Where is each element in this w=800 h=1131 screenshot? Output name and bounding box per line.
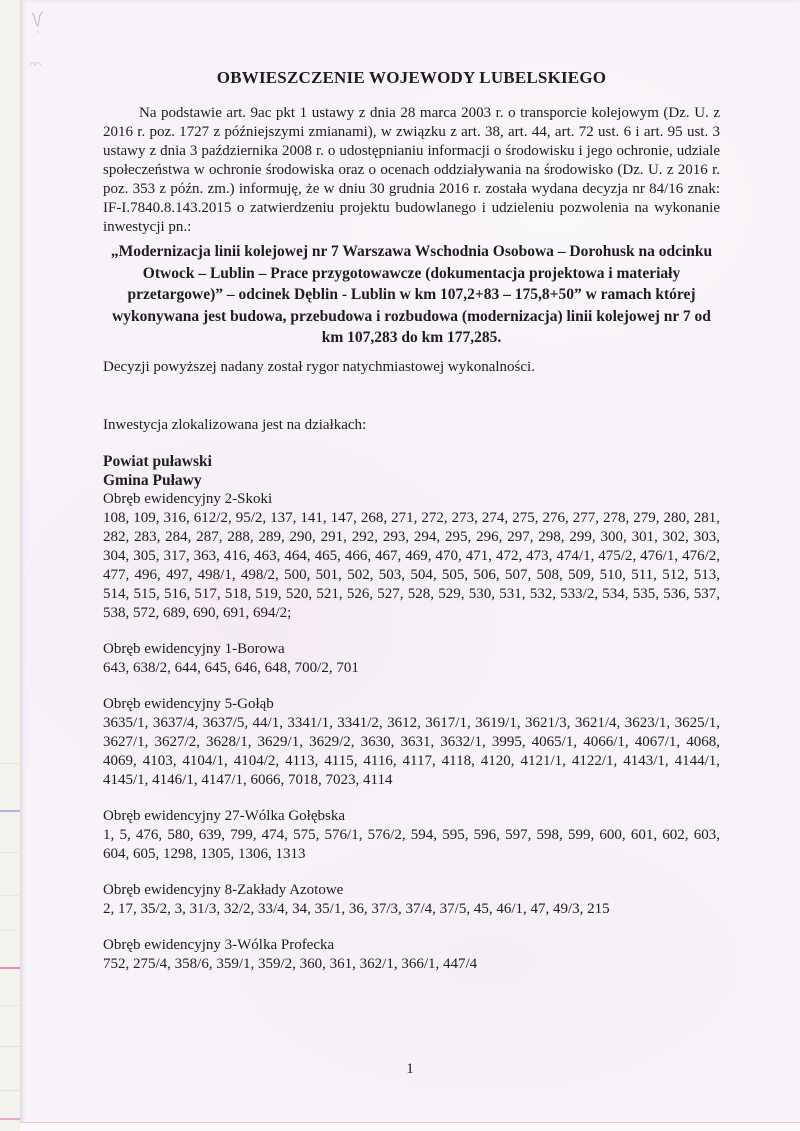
- precinct-section-wolka-golebska: [103, 807, 720, 864]
- legal-basis-paragraph: Na podstawie art. 9ac pkt 1 ustawy z dnia 28 marca 2003 r. o transporcie kolejowym (Dz. U. z 2016 r. poz. 1727 z późniejszymi zmianami), w związku z art. 38, art. 44, art. 72 ust. 6 i art. 95 ust. 3 ustawy z dnia 3 października 2008 r. o udostępnianiu informacji o środowisku i jego ochronie, udziale społeczeństwa w ochronie środowiska oraz o ocenach oddziaływania na środowisko (Dz. U. z 2016 r. poz. 353 z późn. zm.) informuję, że w dniu 30 grudnia 2016 r. została wydana decyzja nr 84/16 znak: IF-I.7840.8.143.2015 o zatwierdzeniu projektu budowlanego i udzieleniu pozwolenia na wykonanie inwestycji pn.:: [103, 105, 720, 235]
- pencil-mark: [28, 10, 50, 40]
- plot-numbers: 643, 638/2, 644, 645, 646, 648, 700/2, 701: [103, 659, 359, 676]
- page-content: [20, 0, 800, 974]
- scan-artifact-line: [0, 930, 20, 931]
- plot-numbers: 1, 5, 476, 580, 639, 799, 474, 575, 576/1, 576/2, 594, 595, 596, 597, 598, 599, 600, 601, 602, 603, 604, 605, 1298, 1305, 1306, 1313: [103, 826, 720, 862]
- precinct-section-wolka-profecka: [103, 936, 720, 974]
- precinct-header: Obręb ewidencyjny 8-Zakłady Azotowe: [103, 881, 344, 898]
- location-intro: Inwestycja zlokalizowana jest na działkach:: [103, 416, 367, 433]
- scan-artifact-line: [0, 895, 20, 896]
- scan-artifact-line: [0, 1046, 20, 1047]
- precinct-section-skoki: [103, 490, 720, 623]
- precinct-header: Obręb ewidencyjny 2-Skoki: [103, 490, 273, 507]
- scan-artifact-line: [0, 852, 20, 853]
- precinct-header: Obręb ewidencyjny 1-Borowa: [103, 640, 285, 657]
- precinct-list: [103, 490, 720, 974]
- precinct-section-zaklady-azotowe: [103, 881, 720, 919]
- scan-artifact-line: [0, 763, 20, 764]
- scan-artifact-line: [0, 1118, 20, 1120]
- enforcement-note: Decyzji powyższej nadany został rygor natychmiastowej wykonalności.: [103, 358, 535, 375]
- precinct-header: Obręb ewidencyjny 3-Wólka Profecka: [103, 936, 335, 953]
- project-title-paragraph: „Modernizacja linii kolejowej nr 7 Warszawa Wschodnia Osobowa – Dorohusk na odcinku Otwock – Lublin – Prace przygotowawcze (dokumentacja projektowa i materiały przetargowe)” – odcinek Dęblin - Lublin w km 107,2+83 – 175,8+50” w ramach której wykonywana jest budowa, przebudowa i rozbudowa (modernizacja) linii kolejowej nr 7 od km 107,283 do km 177,285.: [110, 243, 713, 346]
- municipality-name: Gmina Puławy: [103, 471, 202, 489]
- scan-artifact-line: [0, 967, 22, 969]
- scan-artifact-line: [0, 1005, 20, 1006]
- county-name: Powiat puławski: [103, 452, 212, 470]
- scan-artifact-line: [0, 1090, 20, 1091]
- plot-numbers: 2, 17, 35/2, 3, 31/3, 32/2, 33/4, 34, 35/1, 36, 37/3, 37/4, 37/5, 45, 46/1, 47, 49/3, 215: [103, 900, 610, 917]
- precinct-section-borowa: [103, 640, 720, 678]
- page-number: 1: [406, 1061, 414, 1077]
- scanner-edge-strip: [0, 0, 20, 1131]
- document-title: OBWIESZCZENIE WOJEWODY LUBELSKIEGO: [216, 68, 607, 87]
- precinct-section-golab: [103, 695, 720, 790]
- plot-numbers: 108, 109, 316, 612/2, 95/2, 137, 141, 147, 268, 271, 272, 273, 274, 275, 276, 277, 278, 279, 280, 281, 282, 283, 284, 287, 288, 289, 290, 291, 292, 293, 294, 295, 296, 297, 298, 299, 300, 301, 302, 303, 304, 305, 317, 363, 416, 463, 464, 465, 466, 467, 469, 470, 471, 472, 473, 474/1, 475/2, 476/1, 476/2, 477, 496, 497, 498/1, 498/2, 500, 501, 502, 503, 504, 505, 506, 507, 508, 509, 510, 511, 512, 513, 514, 515, 516, 517, 518, 519, 520, 521, 526, 527, 528, 529, 530, 531, 532, 533/2, 534, 535, 536, 537, 538, 572, 689, 690, 691, 694/2;: [103, 509, 720, 621]
- plot-numbers: 3635/1, 3637/4, 3637/5, 44/1, 3341/1, 3341/2, 3612, 3617/1, 3619/1, 3621/3, 3621/4, 3623/1, 3625/1, 3627/1, 3627/2, 3628/1, 3629/1, 3629/2, 3630, 3631, 3632/1, 3995, 4065/1, 4066/1, 4067/1, 4068, 4069, 4103, 4104/1, 4104/2, 4113, 4115, 4116, 4117, 4118, 4120, 4121/1, 4122/1, 4143/1, 4144/1, 4145/1, 4146/1, 4147/1, 6066, 7018, 7023, 4114: [103, 714, 720, 788]
- pencil-mark: [29, 58, 45, 70]
- precinct-header: Obręb ewidencyjny 5-Gołąb: [103, 695, 274, 712]
- plot-numbers: 752, 275/4, 358/6, 359/1, 359/2, 360, 361, 362/1, 366/1, 447/4: [103, 955, 478, 972]
- paper-page: [20, 0, 800, 1131]
- precinct-header: Obręb ewidencyjny 27-Wólka Gołębska: [103, 807, 346, 824]
- scan-artifact-line: [0, 810, 20, 812]
- scanner-bottom-edge: [20, 1122, 800, 1131]
